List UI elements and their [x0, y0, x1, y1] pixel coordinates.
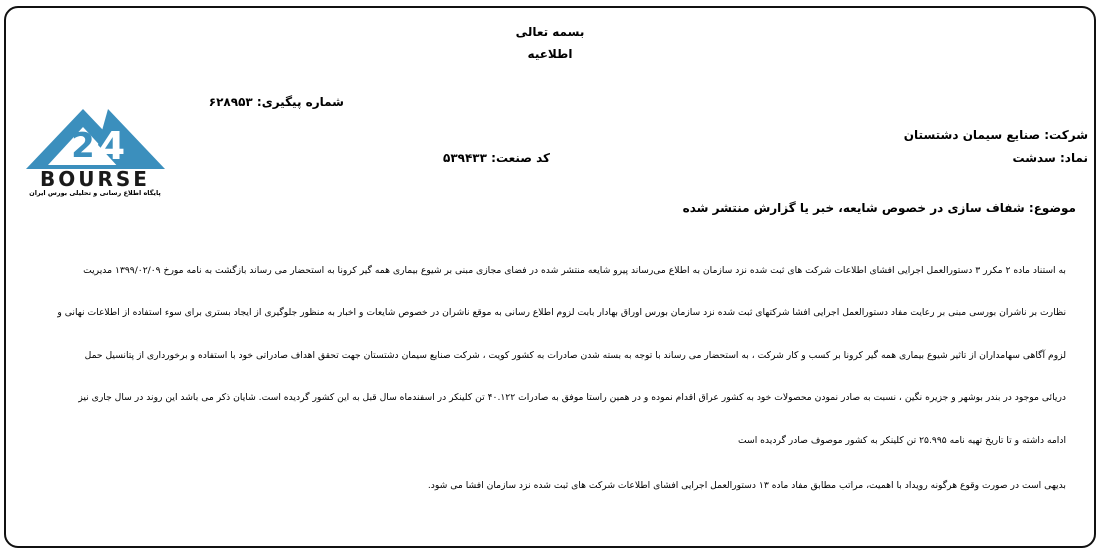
company-name-value: صنایع سیمان دشتستان	[903, 128, 1041, 142]
company-symbol-value: سدشت	[1012, 151, 1056, 165]
subject	[576, 201, 1076, 215]
svg-text:4: 4	[98, 124, 126, 168]
company-symbol-label: نماد:	[1059, 151, 1088, 165]
industry-code-value: ۵۳۹۴۳۳	[443, 151, 487, 165]
logo-tagline: پایگاه اطلاع رسانی و تحلیلی بورس ایران	[29, 189, 161, 197]
tracking-number	[190, 95, 344, 109]
body-line-4: دریائی موجود در بندر بوشهر و جزیره نگین ، نسبت به صادر نمودن محصولات خود به کشور عراق اقدام نموده و در همین راستا موفق به صادرات ۴۰.۱۲۲ تن کلینکر در اسفندماه سال قبل به این کشور گردیده است. شایان ذکر می باشد این روند در سال جاری نیز	[78, 392, 1066, 403]
industry-code	[440, 151, 550, 165]
subject-label: موضوع:	[1028, 201, 1076, 215]
industry-code-label: کد صنعت:	[491, 151, 550, 165]
body-line-2: نظارت بر ناشران بورسی مبنی بر رعایت مفاد دستورالعمل اجرایی افشا شرکتهای ثبت شده نزد سازمان بورس اوراق بهادار بابت لزوم اطلاع رسانی به موقع ناشران در خصوص شایعات و اخبار به منظور جلوگیری از ایجاد بستری برای سوء استفاده از اطلاعات نهانی و	[57, 307, 1066, 318]
bourse-logo	[20, 105, 170, 200]
company-symbol	[788, 151, 1088, 165]
logo-wordmark: BOURSE	[40, 167, 150, 191]
company-name-label: شرکت:	[1044, 128, 1088, 142]
bismillah-heading: بسمه تعالی	[515, 25, 585, 39]
body-line-5: ادامه داشته و تا تاریخ تهیه نامه ۲۵.۹۹۵ تن کلینکر به کشور موصوف صادر گردیده است	[737, 435, 1066, 446]
company-name	[788, 128, 1088, 142]
subject-text: شفاف سازی در خصوص شایعه، خبر یا گزارش منتشر شده	[682, 201, 1025, 215]
body-line-1: به استناد ماده ۲ مکرر ۳ دستورالعمل اجرایی افشای اطلاعات شرکت های ثبت شده نزد سازمان به اطلاع می‌رساند پیرو شایعه منتشر شده در فضای مجازی مبنی بر شیوع بیماری همه گیر کرونا به استحضار می رساند بازگشت به نامه مورخ ۱۳۹۹/۰۲/۰۹ مدیریت	[83, 265, 1066, 276]
announcement-title: اطلاعیه	[527, 47, 573, 61]
tracking-label: شماره پیگیری:	[256, 95, 344, 109]
body-line-3: لزوم آگاهی سهامداران از تاثیر شیوع بیماری همه گیر کرونا بر کسب و کار شرکت ، به استحضار می رساند با توجه به بسته شدن صادرات به کشور کویت ، شرکت صنایع سیمان دشتستان جهت تحقق اهداف صادراتی خود با استفاده و برخورداری از پتانسیل حمل	[84, 350, 1066, 361]
body-line-6: بدیهی است در صورت وقوع هرگونه رویداد با اهمیت، مراتب مطابق مفاد ماده ۱۳ دستورالعمل اجرایی افشای اطلاعات شرکت های ثبت شده نزد سازمان افشا می شود.	[427, 480, 1066, 491]
svg-text:2: 2	[71, 126, 95, 166]
tracking-value: ۶۲۸۹۵۳	[208, 95, 253, 109]
